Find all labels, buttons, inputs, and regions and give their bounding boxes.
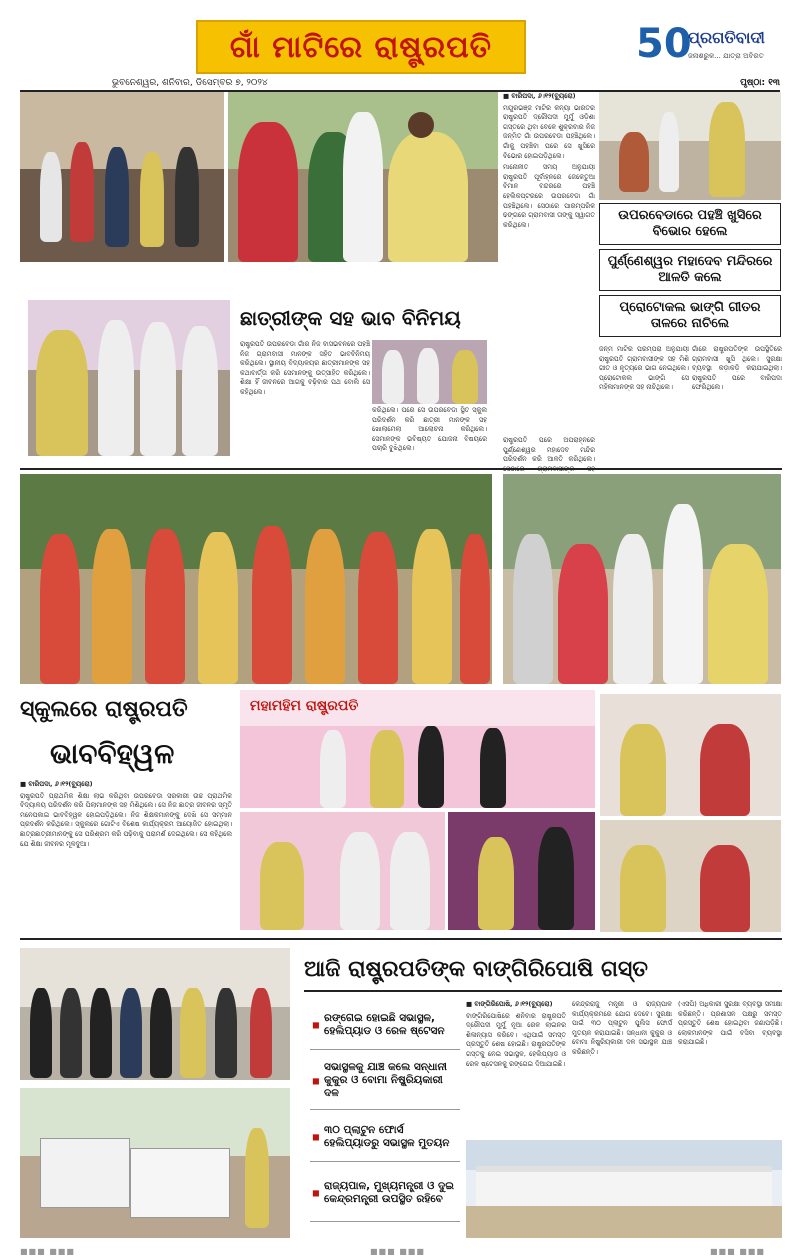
bullet-venue: ■ ରଙ୍ଗେଇ ହୋଇଛି ସଭାସ୍ଥଳ, ହେଲିପ୍ୟାଡ ଓ ରେଳ ଷ୍ଟେସନ xyxy=(310,1000,460,1050)
photo-president-women xyxy=(600,820,781,932)
story-school-body: ରାଷ୍ଟ୍ରପତି ପ୍ରାଥମିକ ଶିକ୍ଷା ଲାଭ କରିଥିବା ଉପରବେଡା ସରକାରୀ ଉଚ୍ଚ ପ୍ରାଥମିକ ବିଦ୍ୟାଳୟ ପରିଦର୍ଶନ କରି ପିଲାମାନଙ୍କ ସହ ମିଶିଥିଲେ। ସେ ନିଜ ଛାତ୍ର ଜୀବନର ସ୍ମୃତି ମନେପକାଇ ଭାବବିହ୍ୱଳ ହୋଇପଡ଼ିଥିଲେ। ନିଜ ଶିକ୍ଷକମାନଙ୍କୁ ଦେଖି ସେ ସମ୍ମାନ ପ୍ରଦର୍ଶନ କରିଥିଲେ। ସ୍କୁଲରେ ଗୋଟିଏ ବିଶେଷ କାର୍ଯ୍ୟକ୍ରମ ଆୟୋଜିତ ହୋଇଥିଲା। ଛାତ୍ରଛାତ୍ରୀମାନଙ୍କୁ ସେ ପରିଶ୍ରମ କରି ପଢ଼ିବାକୁ ପରାମର୍ଶ ଦେଇଥିଲେ। ସେ କହିଥିଲେ ଯେ ଶିକ୍ଷା ଜୀବନର ମୂଳଦୁଆ। xyxy=(20,791,232,848)
photo-students xyxy=(28,300,230,456)
headline-box-temple: ପୁର୍ଣ୍ଣେଶ୍ୱର ମହାଦେବ ମନ୍ଦିରରେ ଆଳତି କଲେ xyxy=(599,249,781,291)
section-divider xyxy=(20,938,782,940)
stage-banner-text: ମହାମହିମ ରାଷ୍ଟ୍ରପତି xyxy=(250,698,359,714)
print-registration-marks: ■■■ ■■■ xyxy=(710,1247,765,1256)
story-top-paragraph: ମାନୋନୀତ ସମୟ ଅନୁଯାୟୀ ରାଷ୍ଟ୍ରପତି ପୂର୍ବାହ୍ନରେ ଜେକେତୁଆ ବିମାନ ବନ୍ଦରରେ ପହଞ୍ଚି ହେଲିକପ୍ଟରରେ ଉପରବେଡା ଗାଁ ପହଞ୍ଚିଥିଲେ। ସେଠାରେ ପାରମ୍ପରିକ ଢଙ୍ଗରେ ଗ୍ରାମବାସୀ ତାଙ୍କୁ ସ୍ୱାଗତ କରିଥିଲେ। xyxy=(503,163,595,229)
story-bangiriposhi-col1 xyxy=(466,1000,566,1140)
newspaper-logo xyxy=(636,22,786,70)
story-top-paragraph: ମୟୂରଭଞ୍ଜ ମାଟିର କନ୍ୟା ଭାରତର ରାଷ୍ଟ୍ରପତି ଦ୍ରୌପଦୀ ମୁର୍ମୁ ଓଡ଼ିଶା ଗସ୍ତରେ ଥିବା ବେଳେ ଶୁକ୍ରବାର ନିଜ ଜନ୍ମିତ ଗାଁ ଉପରବେଡା ପହଞ୍ଚିଥିଲେ। ଗାଁକୁ ପହଞ୍ଚିବା ପରେ ସେ ଖୁସିରେ ବିଭୋର ହୋଇପଡ଼ିଥିଲେ। xyxy=(503,103,595,160)
print-registration-marks: ■■■ ■■■ xyxy=(20,1247,75,1256)
page-title: ଗାଁ ମାଟିରେ ରାଷ୍ଟ୍ରପତି xyxy=(229,29,493,65)
photo-president-greeting xyxy=(600,694,781,816)
story-bangiriposhi-col3: (ଏସପି) ଅଧିକାରୀ ସୁରକ୍ଷା ବ୍ୟବସ୍ଥା ସମୀକ୍ଷା କରିଛନ୍ତି। ପ୍ରଶାସନ ପକ୍ଷରୁ ସମସ୍ତ ପ୍ରସ୍ତୁତି ଶେଷ ହୋଇଥିବା ଜଣାପଡ଼ିଛି। ଲୋକମାନଙ୍କ ପାଇଁ ବସିବା ବ୍ୟବସ୍ଥା କରାଯାଇଛି। xyxy=(678,1000,782,1047)
story-middle-col3: ଗାଁରେ ରାଷ୍ଟ୍ରପତିଙ୍କ ଉପସ୍ଥିତିରେ ଗ୍ରାମବାସୀ ଖୁସି ଥିଲେ। ସୁରକ୍ଷା ବ୍ୟବସ୍ଥା କଡ଼ାକଡ଼ି କରାଯାଇଥିଲା। ରାଷ୍ଟ୍ରପତି ପରେ ବାରିପଦା ଫେରିଥିଲେ। xyxy=(692,345,782,392)
dateline-bar xyxy=(20,78,780,92)
print-registration-marks: ■■■ ■■■ xyxy=(370,1247,425,1256)
story-bangiriposhi-col2: କେନ୍ଦ୍ରରାଜୁ ମନ୍ତ୍ରୀ ଓ ରାଜ୍ୟପାଳ କାର୍ଯ୍ୟକ୍ରମରେ ଯୋଗ ଦେବେ। ସୁରକ୍ଷା ପାଇଁ ୩୦ ପ୍ଲାଟୁନ ପୁଲିସ ଫୋର୍ସ ମୁତୟନ କରାଯାଇଛି। ସନ୍ଧାନୀ କୁକୁର ଓ ବୋମା ନିଷ୍କ୍ରିୟକାରୀ ଦଳ ସଭାସ୍ଥଳ ଯାଞ୍ଚ କରିଛନ୍ତି। xyxy=(572,1000,672,1056)
photo-president-temple xyxy=(599,92,781,200)
story-middle-col2: ଜନ୍ମ ମାଟିର ପରମ୍ପରା ଅନୁଯାୟୀ ରାଷ୍ଟ୍ରପତି ଗ୍ରାମବାସୀଙ୍କ ସହ ମିଶି ଗୀତ ଓ ନୃତ୍ୟରେ ଭାଗ ନେଇଥିଲେ। ପ୍ରୋଟୋକଲ ଭାଙ୍ଗି ସେ ମହିଳାମାନଙ୍କ ସହ ନାଚିଥିଲେ। xyxy=(599,345,689,392)
headline-students: ଛାତ୍ରୀଙ୍କ ସହ ଭାବ ବିନିମୟ xyxy=(240,306,461,330)
photo-crowd-welcome xyxy=(20,92,224,262)
story-bangiriposhi-text: ବାଙ୍ଗିରିପୋଷିରେ ଶନିବାର ରାଷ୍ଟ୍ରପତି ଦ୍ରୌପଦୀ ମୁର୍ମୁ ନୂଆ ରେଳ ଲାଇନର ଶିଳାନ୍ୟାସ କରିବେ। ଏଥିପାଇଁ ସମସ୍ତ ପ୍ରସ୍ତୁତି ଶେଷ ହୋଇଛି। ରାଷ୍ଟ୍ରପତିଙ୍କ ଗସ୍ତକୁ ନେଇ ସଭାସ୍ଥଳ, ହେଲିପ୍ୟାଡ ଓ ରେଳ ଷ୍ଟେସନକୁ ରଙ୍ଗେଇ ଦିଆଯାଇଛି। xyxy=(466,1011,566,1068)
masthead-title-box xyxy=(196,20,526,74)
bullet-security-check: ■ ସଭାସ୍ଥଳକୁ ଯାଞ୍ଚ କଲେ ସନ୍ଧାନୀ କୁକୁର ଓ ବୋମା ନିଷ୍କ୍ରିୟକାରୀ ଦଳ xyxy=(310,1052,460,1110)
photo-students-small xyxy=(372,340,487,404)
bullet-dignitaries: ■ ରାଜ୍ୟପାଳ, ମୁଖ୍ୟମନ୍ତ୍ରୀ ଓ ଦୁଇ କେନ୍ଦ୍ରମନ୍ତ୍ରୀ ଉପସ୍ଥିତ ରହିବେ xyxy=(310,1164,460,1222)
headline-box-dance: ପ୍ରୋଟୋକଲ ଭାଙ୍ଗି ଗୀତର ତାଳରେ ନାଚିଲେ xyxy=(599,295,781,337)
story-school-column xyxy=(20,780,232,930)
headline-box-upperbeda: ଉପରବେଡାରେ ପହଞ୍ଚି ଖୁସିରେ ବିଭୋର ହେଲେ xyxy=(599,203,781,245)
photo-ambulance-flagoff xyxy=(20,1088,290,1238)
story-school-dateline: ■ ବାରିପଦା, ୬।୧୨(ବ୍ୟୁରୋ) xyxy=(20,780,93,788)
photo-stage-event xyxy=(240,690,595,808)
story-middle-col1: ରାଷ୍ଟ୍ରପତି ପରେ ଅପରାହ୍ନରେ ପୁର୍ଣ୍ଣେଶ୍ୱର ମହାଦେବ ମନ୍ଦିର ପରିଦର୍ଶନ କରି ଆଳତି କରିଥିଲେ। xyxy=(503,436,595,464)
page-number: ପୃଷ୍ଠା: ୧୩ xyxy=(740,78,780,88)
story-top-dateline: ■ ବାରିପଦା, ୬।୧୨(ବ୍ୟୁରୋ) xyxy=(503,92,576,100)
headline-school-line2: ଭାବବିହ୍ୱଳ xyxy=(50,737,175,770)
story-top-column xyxy=(503,92,595,432)
story-students-col1: ରାଷ୍ଟ୍ରପତି ଉପରବେଡା ଗାଁର ନିଜ ବାସଭବନରେ ପହଞ୍ଚି ନିଜ ଗ୍ରାମବାସୀ ମାନଙ୍କ ସହିତ ଭାବବିନିମୟ କରିଥିଲେ। ସ୍ଥାନୀୟ ବିଦ୍ୟାଳୟର ଛାତ୍ରୀମାନଙ୍କ ସହ କଥାବାର୍ତ୍ତା କରି ସେମାନଙ୍କୁ ଉତ୍ସାହିତ କରିଥିଲେ। ଶିକ୍ଷା ହିଁ ଜୀବନରେ ଆଗକୁ ବଢ଼ିବାର ପଥ ବୋଲି ସେ କହିଥିଲେ। xyxy=(240,340,370,396)
logo-anniversary-number: 50 xyxy=(636,21,692,67)
photo-president-teachers xyxy=(240,812,445,930)
bullet-force: ■ ୩୦ ପ୍ଲାଟୁନ ଫୋର୍ସ ହେଲିପ୍ୟାଡରୁ ସଭାସ୍ଥଳ ମୁତୟନ xyxy=(310,1112,460,1162)
photo-folk-dancers xyxy=(20,474,492,684)
photo-president-dancing xyxy=(503,474,781,684)
headline-bangiriposhi: ଆଜି ରାଷ୍ଟ୍ରପତିଙ୍କ ବାଙ୍ଗିରିପୋଷି ଗସ୍ତ xyxy=(304,948,782,992)
headline-school-line1: ସ୍କୁଲରେ ରାଷ୍ଟ୍ରପତି xyxy=(20,697,188,722)
logo-name: ପ୍ରଗତିବାଦୀ xyxy=(688,28,765,47)
photo-president-with-women xyxy=(228,92,498,262)
photo-officials-group xyxy=(20,948,290,1080)
section-divider xyxy=(20,468,782,470)
story-students-col2: କରିଥିଲେ। ପରେ ସେ ଉପରବେଡା ସ୍ଥିତ ସ୍କୁଲ ପରିଦର୍ଶନ କରି ଛାତ୍ରୀ ମାନଙ୍କ ସହ ଖୋଲାମେଲା ଆଲୋଚନା କରିଥିଲେ। ସେମାନଙ୍କ ଭବିଷ୍ୟତ ଯୋଜନା ବିଷୟରେ ପଚାରି ବୁଝିଥିଲେ। xyxy=(372,406,487,453)
photo-award-ceremony xyxy=(448,812,595,930)
logo-tagline: ଜନାଶରୁକ... ଯାତ୍ରା ଅବିରତ xyxy=(688,52,764,60)
dateline: ଭୁବନେଶ୍ୱର, ଶନିବାର, ଡିସେମ୍ବର ୭, ୨୦୨୪ xyxy=(112,78,268,88)
story-bangiriposhi-dateline: ■ ବାଙ୍ଗିରିପୋଷି, ୬।୧୨(ବ୍ୟୁରୋ) xyxy=(466,1000,553,1008)
photo-venue-tent xyxy=(466,1140,782,1238)
